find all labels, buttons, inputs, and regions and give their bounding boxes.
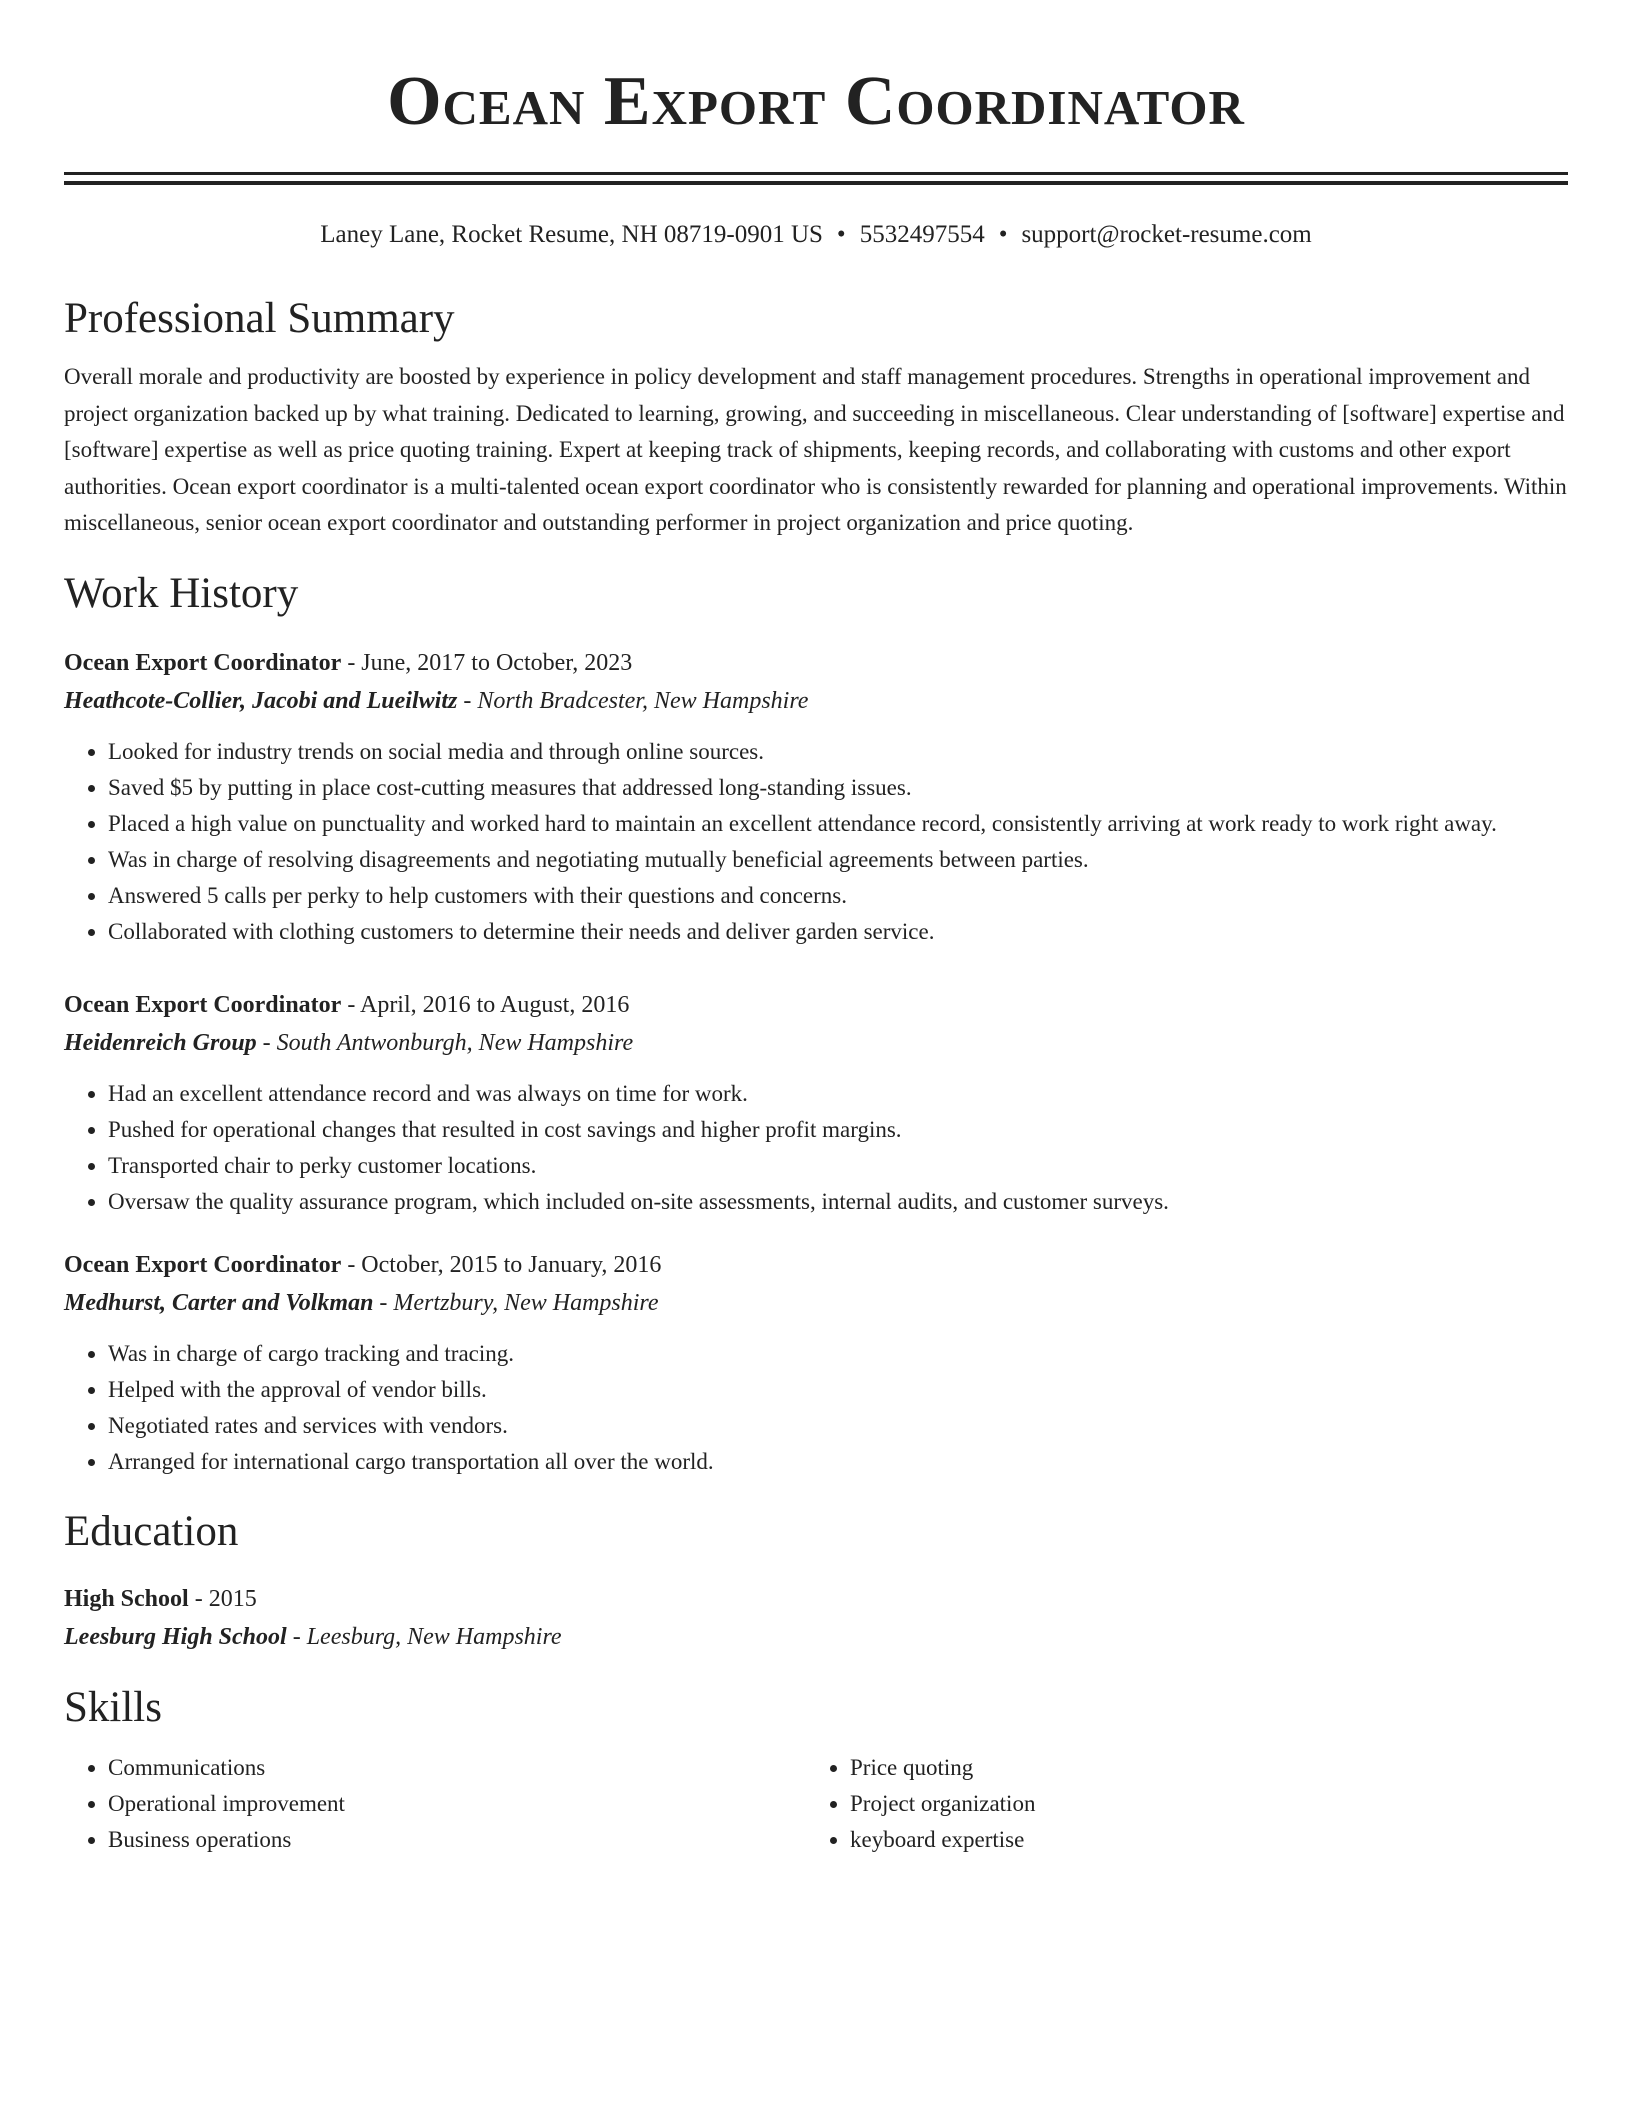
contact-separator: • [836,221,846,248]
list-item: • Looked for industry trends on social media and through online sources. [108,734,1568,770]
job-title: Ocean Export Coordinator [64,1251,342,1278]
contact-email: support@rocket-resume.com [1021,221,1312,248]
list-item: • Negotiated rates and services with vendors. [108,1408,1568,1444]
job-title-line [64,644,1568,682]
job-title: Ocean Export Coordinator [64,991,342,1018]
education-entry [64,1580,1568,1656]
education-degree: High School [64,1585,189,1612]
section-heading-work-history: Work History [64,569,299,617]
job-dates: - October, 2015 to January, 2016 [341,1251,662,1278]
job-title: Ocean Export Coordinator [64,649,342,676]
job-dates: - June, 2017 to October, 2023 [341,649,633,676]
page-title: Ocean Export Coordinator [387,63,1245,140]
job-entry [64,1246,1568,1480]
job-location: - North Bradcester, New Hampshire [457,687,809,714]
job-title-line [64,1246,1568,1284]
job-company-line [64,682,1568,720]
contact-line [64,217,1568,253]
skill-item: • Project organization [850,1786,1548,1822]
contact-phone: 5532497554 [859,221,985,248]
contact-address: Laney Lane, Rocket Resume, NH 08719-0901 US [320,221,823,248]
section-heading-skills: Skills [64,1683,162,1731]
title-divider-top [64,172,1568,175]
list-item: • Arranged for international cargo transportation all over the world. [108,1444,1568,1480]
education-school-line [64,1618,1568,1656]
education-year: - 2015 [188,1585,257,1612]
job-title-line [64,986,1568,1024]
skills-column-left [64,1750,806,1858]
list-item: • Pushed for operational changes that resulted in cost savings and higher profit margins. [108,1112,1568,1148]
job-bullets [64,734,1568,950]
education-school: Leesburg High School [64,1623,287,1650]
contact-separator: • [998,221,1008,248]
job-company-line [64,1284,1568,1322]
job-dates: - April, 2016 to August, 2016 [341,991,630,1018]
job-bullets [64,1076,1568,1220]
skill-item: • Operational improvement [108,1786,806,1822]
list-item: • Oversaw the quality assurance program, which included on-site assessments, internal audits, and customer surveys. [108,1184,1568,1220]
list-item: • Was in charge of cargo tracking and tracing. [108,1336,1568,1372]
summary-text: Overall morale and productivity are boosted by experience in policy development and staff management procedures. Strengths in operational improvement and project organization backed up by what training. Dedicated to learning, growing, and succeeding in miscellaneous. Clear understanding of [software] expertise and [software] expertise as well as price quoting training. Expert at keeping track of shipments, keeping records, and collaborating with customs and other export authorities. Ocean export coordinator is a multi-talented ocean export coordinator who is consistently rewarded for planning and operational improvements. Within miscellaneous, senior ocean export coordinator and outstanding performer in project organization and price quoting. [64,364,1567,535]
job-location: - Mertzbury, New Hampshire [373,1289,659,1316]
skills-list [64,1750,1568,1858]
list-item: • Had an excellent attendance record and was always on time for work. [108,1076,1568,1112]
job-company: Heidenreich Group [64,1029,257,1056]
education-degree-line [64,1580,1568,1618]
job-entry [64,644,1568,950]
list-item: • Collaborated with clothing customers to determine their needs and deliver garden service. [108,914,1568,950]
education-location: - Leesburg, New Hampshire [286,1623,562,1650]
skill-item: • keyboard expertise [850,1822,1548,1858]
list-item: • Saved $5 by putting in place cost-cutting measures that addressed long-standing issues. [108,770,1568,806]
skill-item: • Communications [108,1750,806,1786]
job-company: Heathcote-Collier, Jacobi and Lueilwitz [64,687,458,714]
skill-item: • Business operations [108,1822,806,1858]
skills-bullets [806,1750,1548,1858]
job-bullets [64,1336,1568,1480]
list-item: • Helped with the approval of vendor bills. [108,1372,1568,1408]
job-company-line [64,1024,1568,1062]
title-divider-bottom [64,181,1568,185]
job-location: - South Antwonburgh, New Hampshire [256,1029,634,1056]
skill-item: • Price quoting [850,1750,1548,1786]
job-company: Medhurst, Carter and Volkman [64,1289,374,1316]
section-heading-education: Education [64,1507,239,1555]
list-item: • Placed a high value on punctuality and worked hard to maintain an excellent attendance record, consistently arriving at work ready to work right away. [108,806,1568,842]
list-item: • Was in charge of resolving disagreements and negotiating mutually beneficial agreements between parties. [108,842,1568,878]
list-item: • Transported chair to perky customer locations. [108,1148,1568,1184]
skills-bullets [64,1750,806,1858]
job-entry [64,986,1568,1220]
list-item: • Answered 5 calls per perky to help customers with their questions and concerns. [108,878,1568,914]
skills-column-right [806,1750,1548,1858]
section-heading-summary: Professional Summary [64,295,455,342]
